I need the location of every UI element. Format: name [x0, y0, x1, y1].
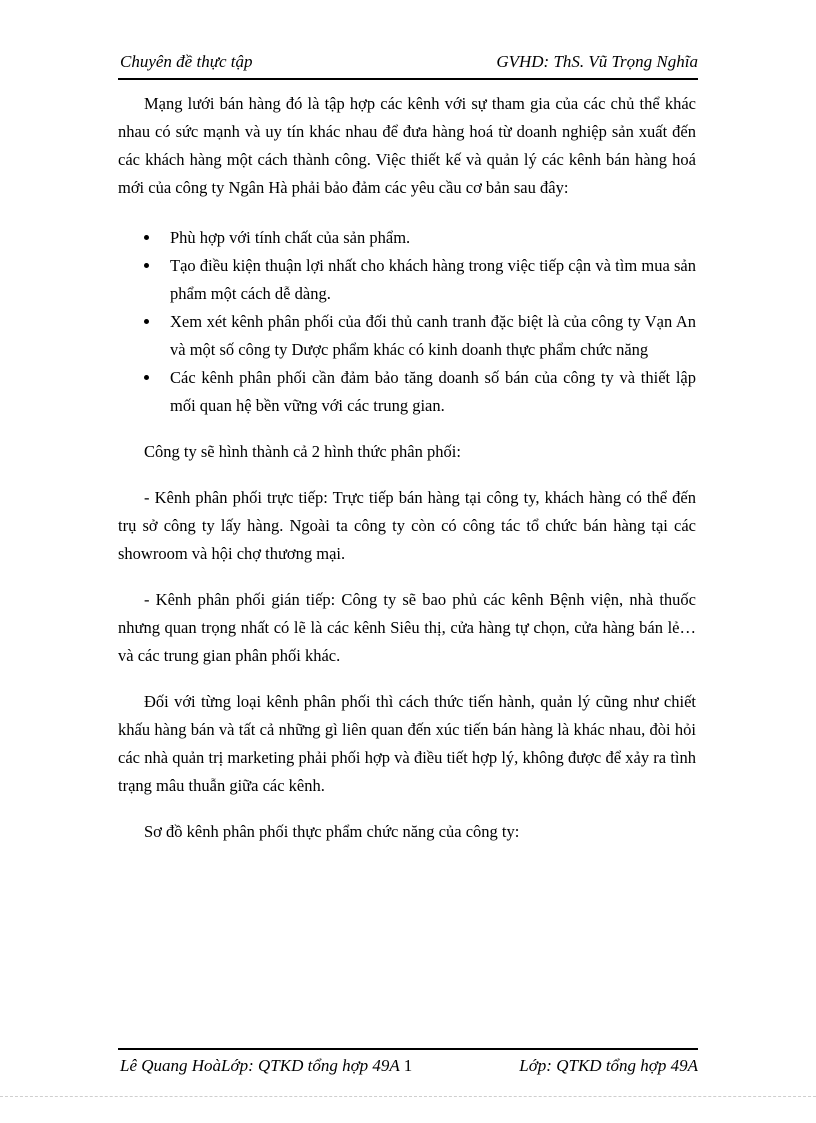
list-item — [118, 252, 696, 308]
bullet-icon — [144, 375, 149, 380]
footer-left — [120, 1056, 412, 1076]
page-header — [118, 52, 698, 80]
list-item — [118, 224, 696, 252]
requirements-list — [118, 224, 696, 420]
list-item-text: Tạo điều kiện thuận lợi nhất cho khách hàng trong việc tiếp cận và tìm mua sản phẩm một cách dễ dàng. — [170, 256, 696, 303]
paragraph-indirect-channel: - Kênh phân phối gián tiếp: Công ty sẽ bao phủ các kênh Bệnh viện, nhà thuốc nhưng quan trọng nhất có lẽ là các kênh Siêu thị, cửa hàng tự chọn, cửa hàng bán lẻ… và các trung gian phân phối khác. — [118, 590, 696, 665]
header-right-text: GVHD: ThS. Vũ Trọng Nghĩa — [496, 52, 698, 71]
list-item — [118, 308, 696, 364]
footer-author-text: Lê Quang HoàLớp: QTKD tổng hợp 49A — [120, 1056, 400, 1075]
list-item-text: Các kênh phân phối cần đảm bảo tăng doanh số bán của công ty và thiết lập mối quan hệ bền vững với các trung gian. — [170, 368, 696, 415]
paragraph-intro: Mạng lưới bán hàng đó là tập hợp các kênh với sự tham gia của các chủ thể khác nhau có sức mạnh và uy tín khác nhau để đưa hàng hoá từ doanh nghiệp sản xuất đến các khách hàng một cách thành công. Việc thiết kế và quản lý các kênh bán hàng hoá mới của công ty Ngân Hà phải bảo đảm các yêu cầu cơ bản sau đây: — [118, 94, 696, 197]
bullet-icon — [144, 263, 149, 268]
list-item — [118, 364, 696, 420]
paragraph-management: Đối với từng loại kênh phân phối thì cách thức tiến hành, quản lý cũng như chiết khấu hàng bán và tất cả những gì liên quan đến xúc tiến bán hàng là khác nhau, đòi hỏi các nhà quản trị marketing phải phối hợp và điều tiết hợp lý, không được để xảy ra tình trạng mâu thuẫn giữa các kênh. — [118, 692, 696, 795]
header-left-text: Chuyên đề thực tập — [120, 52, 253, 71]
page-number: 1 — [403, 1056, 413, 1075]
page-footer — [118, 1048, 698, 1075]
list-item-text: Phù hợp với tính chất của sản phẩm. — [170, 228, 411, 247]
paragraph-forms: Công ty sẽ hình thành cả 2 hình thức phân phối: — [144, 442, 461, 461]
bullet-icon — [144, 235, 149, 240]
document-body — [118, 90, 696, 846]
paragraph-diagram-caption: Sơ đồ kênh phân phối thực phẩm chức năng của công ty: — [144, 822, 520, 841]
bullet-icon — [144, 319, 149, 324]
paragraph-direct-channel: - Kênh phân phối trực tiếp: Trực tiếp bán hàng tại công ty, khách hàng có thể đến trụ sở công ty lấy hàng. Ngoài ta công ty còn có công tác tổ chức bán hàng tại các showroom và hội chợ thương mại. — [118, 488, 696, 563]
footer-right-text: Lớp: QTKD tổng hợp 49A — [519, 1056, 698, 1075]
page-break-divider — [0, 1096, 816, 1097]
list-item-text: Xem xét kênh phân phối của đối thủ canh tranh đặc biệt là của công ty Vạn An và một số công ty Dược phẩm khác có kinh doanh thực phẩm chức năng — [170, 312, 696, 359]
